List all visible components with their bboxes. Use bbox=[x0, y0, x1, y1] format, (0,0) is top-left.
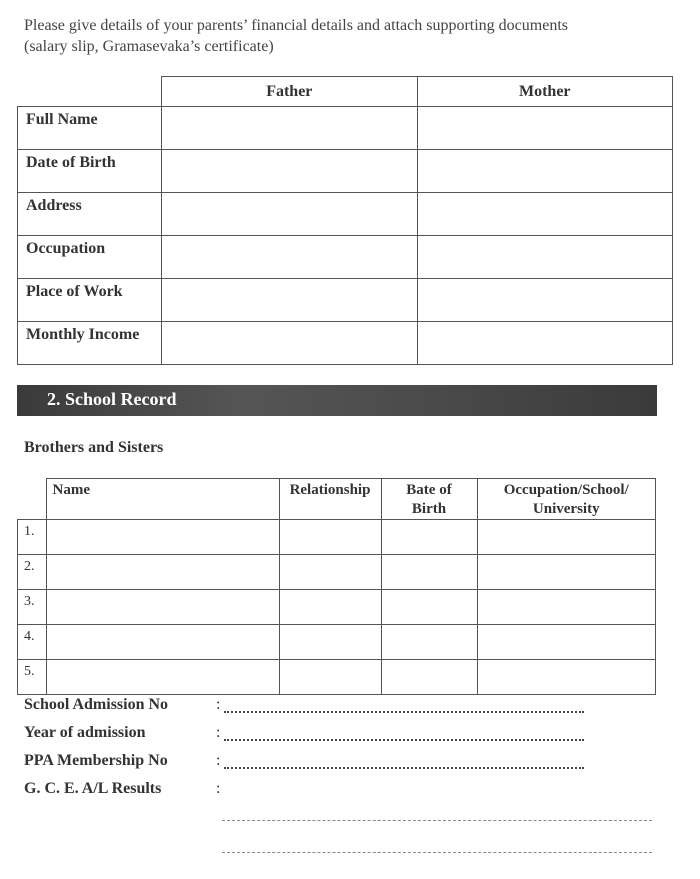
row-label-date-of-birth: Date of Birth bbox=[18, 150, 162, 193]
siblings-table bbox=[17, 478, 656, 695]
sibling-relationship-field[interactable] bbox=[279, 555, 381, 590]
siblings-header-blank bbox=[18, 479, 47, 520]
sibling-date-of-birth-field[interactable] bbox=[381, 660, 477, 695]
instructions-line-2: (salary slip, Gramasevaka’s certificate) bbox=[24, 38, 274, 55]
section-title: 2. School Record bbox=[47, 389, 177, 409]
ppa-membership-no-label: PPA Membership No bbox=[24, 752, 168, 769]
siblings-header-row bbox=[18, 479, 656, 520]
parents-details-table bbox=[17, 76, 673, 365]
sibling-date-of-birth-field[interactable] bbox=[381, 555, 477, 590]
siblings-heading: Brothers and Sisters bbox=[24, 439, 164, 456]
sibling-occupation-field[interactable] bbox=[477, 590, 656, 625]
parents-row-date-of-birth bbox=[18, 150, 673, 193]
sibling-date-of-birth-field[interactable] bbox=[381, 625, 477, 660]
mother-monthly-income-field[interactable] bbox=[417, 322, 672, 365]
section-header-school-record bbox=[17, 385, 657, 416]
instructions-text bbox=[24, 15, 664, 57]
instructions-line-1: Please give details of your parents’ financial details and attach supporting documents bbox=[24, 17, 568, 34]
parents-row-place-of-work bbox=[18, 279, 673, 322]
sibling-date-of-birth-field[interactable] bbox=[381, 590, 477, 625]
sibling-name-field[interactable] bbox=[46, 590, 279, 625]
row-label-address: Address bbox=[18, 193, 162, 236]
row-label-monthly-income: Monthly Income bbox=[18, 322, 162, 365]
school-admission-no-label: School Admission No bbox=[24, 696, 169, 713]
parents-header-row bbox=[18, 77, 673, 107]
school-admission-no-entry-row bbox=[0, 696, 700, 716]
sibling-row bbox=[18, 520, 656, 555]
sibling-row bbox=[18, 660, 656, 695]
sibling-name-field[interactable] bbox=[46, 555, 279, 590]
sibling-relationship-field[interactable] bbox=[279, 590, 381, 625]
row-label-full-name: Full Name bbox=[18, 107, 162, 150]
school-admission-no-input[interactable] bbox=[224, 711, 584, 713]
sibling-occupation-field[interactable] bbox=[477, 625, 656, 660]
ppa-membership-no-input[interactable] bbox=[224, 767, 584, 769]
sibling-row-number: 2. bbox=[18, 555, 47, 590]
date-of-birth-header-line-1: Bate of bbox=[406, 482, 452, 498]
sibling-row-number: 3. bbox=[18, 590, 47, 625]
parents-row-occupation bbox=[18, 236, 673, 279]
father-occupation-field[interactable] bbox=[162, 236, 417, 279]
gce-al-results-colon: : bbox=[216, 780, 221, 797]
ppa-membership-no-entry-row bbox=[0, 752, 700, 772]
mother-column-header: Mother bbox=[417, 77, 672, 107]
gce-al-results-line-2[interactable] bbox=[222, 852, 652, 853]
occupation-column-header bbox=[477, 479, 656, 520]
occupation-header-line-1: Occupation/School/ bbox=[503, 482, 629, 498]
ppa-membership-no-colon: : bbox=[216, 752, 221, 769]
sibling-name-field[interactable] bbox=[46, 520, 279, 555]
occupation-header-line-2: University bbox=[532, 501, 600, 517]
father-place-of-work-field[interactable] bbox=[162, 279, 417, 322]
sibling-occupation-field[interactable] bbox=[477, 660, 656, 695]
sibling-name-field[interactable] bbox=[46, 660, 279, 695]
mother-place-of-work-field[interactable] bbox=[417, 279, 672, 322]
gce-al-results-label: G. C. E. A/L Results bbox=[24, 780, 162, 797]
date-of-birth-header-line-2: Birth bbox=[411, 501, 447, 517]
sibling-occupation-field[interactable] bbox=[477, 520, 656, 555]
parents-header-blank bbox=[18, 77, 162, 107]
sibling-name-field[interactable] bbox=[46, 625, 279, 660]
father-column-header: Father bbox=[162, 77, 417, 107]
sibling-relationship-field[interactable] bbox=[279, 625, 381, 660]
year-of-admission-entry-row bbox=[0, 724, 700, 744]
father-date-of-birth-field[interactable] bbox=[162, 150, 417, 193]
sibling-row-number: 1. bbox=[18, 520, 47, 555]
row-label-place-of-work: Place of Work bbox=[18, 279, 162, 322]
name-column-header: Name bbox=[46, 479, 279, 520]
year-of-admission-input[interactable] bbox=[224, 739, 584, 741]
father-full-name-field[interactable] bbox=[162, 107, 417, 150]
parents-row-address bbox=[18, 193, 673, 236]
mother-full-name-field[interactable] bbox=[417, 107, 672, 150]
sibling-date-of-birth-field[interactable] bbox=[381, 520, 477, 555]
gce-al-results-line-1[interactable] bbox=[222, 820, 652, 821]
sibling-row bbox=[18, 555, 656, 590]
year-of-admission-colon: : bbox=[216, 724, 221, 741]
father-address-field[interactable] bbox=[162, 193, 417, 236]
mother-occupation-field[interactable] bbox=[417, 236, 672, 279]
mother-date-of-birth-field[interactable] bbox=[417, 150, 672, 193]
school-admission-no-colon: : bbox=[216, 696, 221, 713]
sibling-row-number: 5. bbox=[18, 660, 47, 695]
sibling-row bbox=[18, 625, 656, 660]
date-of-birth-column-header bbox=[381, 479, 477, 520]
father-monthly-income-field[interactable] bbox=[162, 322, 417, 365]
parents-row-full-name bbox=[18, 107, 673, 150]
sibling-row-number: 4. bbox=[18, 625, 47, 660]
sibling-occupation-field[interactable] bbox=[477, 555, 656, 590]
sibling-relationship-field[interactable] bbox=[279, 520, 381, 555]
relationship-column-header: Relationship bbox=[279, 479, 381, 520]
parents-row-monthly-income bbox=[18, 322, 673, 365]
row-label-occupation: Occupation bbox=[18, 236, 162, 279]
sibling-row bbox=[18, 590, 656, 625]
sibling-relationship-field[interactable] bbox=[279, 660, 381, 695]
mother-address-field[interactable] bbox=[417, 193, 672, 236]
year-of-admission-label: Year of admission bbox=[24, 724, 146, 741]
